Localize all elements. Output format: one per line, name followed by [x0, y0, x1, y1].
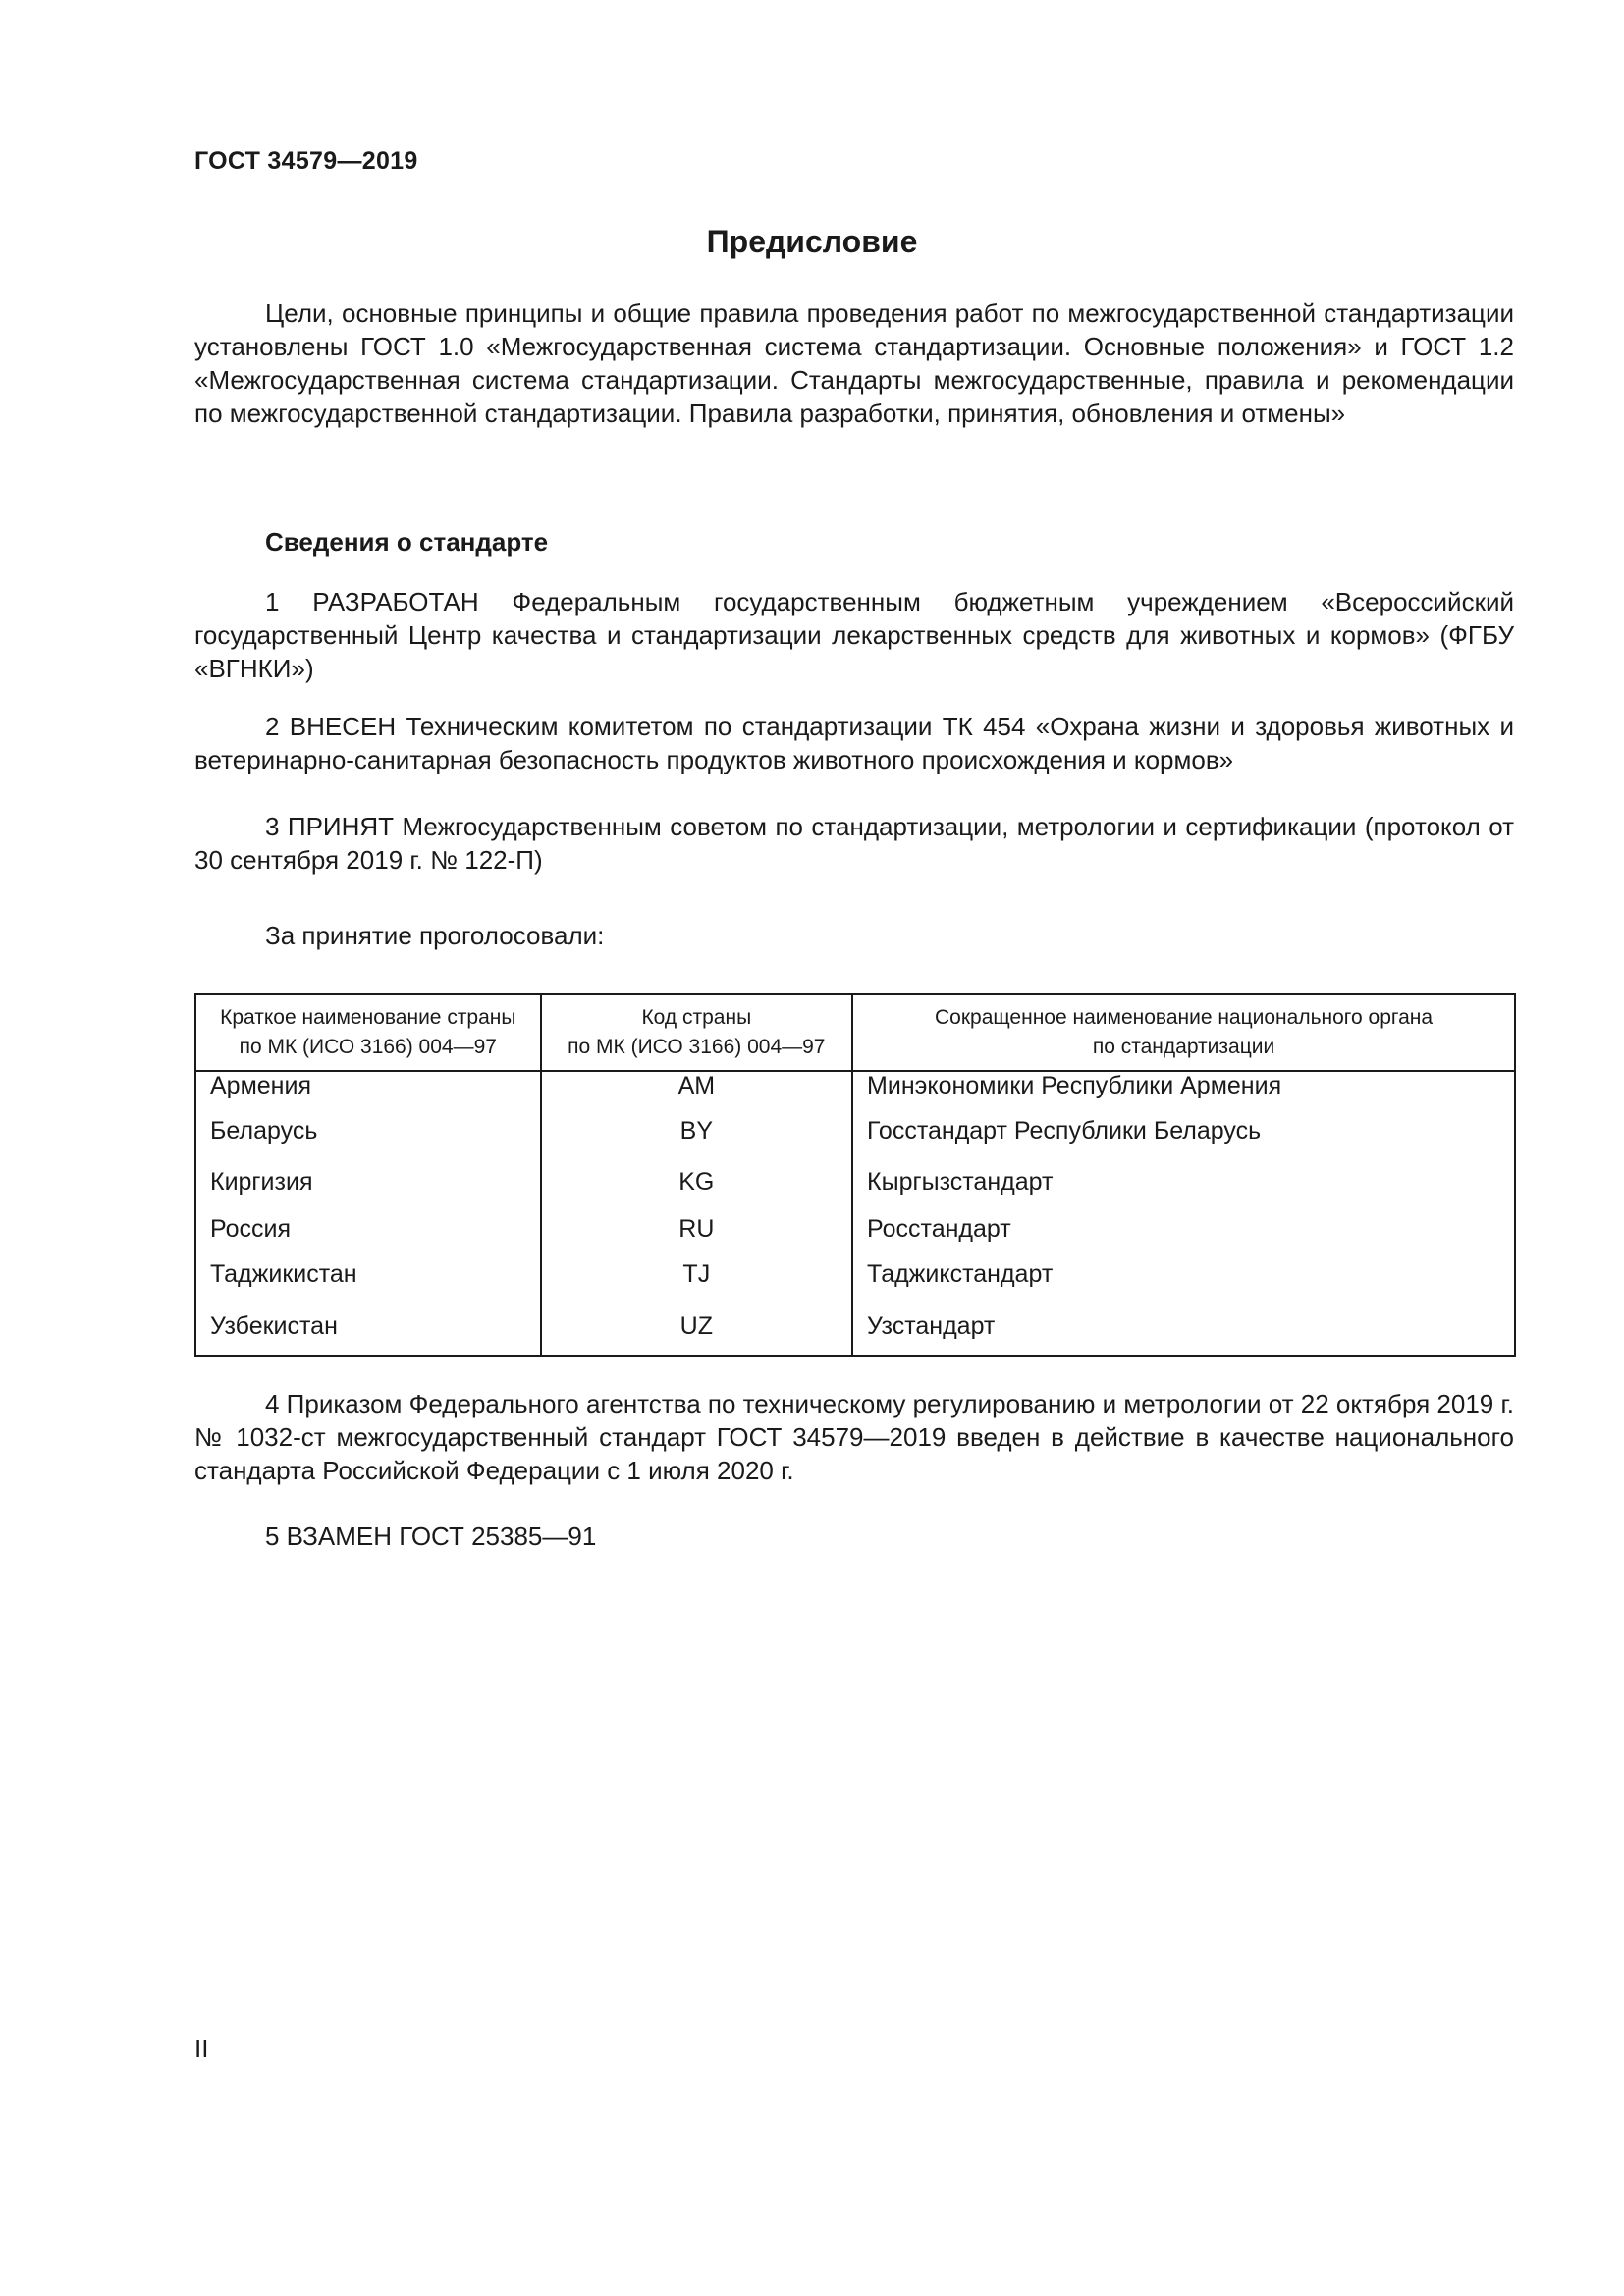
table-row: [195, 1251, 1515, 1298]
cell-code: TJ: [541, 1251, 852, 1298]
table-header-row: [195, 994, 1515, 1071]
section-heading: Сведения о стандарте: [265, 527, 549, 557]
item-replaces: 5 ВЗАМЕН ГОСТ 25385—91: [265, 1522, 597, 1551]
cell-agency: Узстандарт: [867, 1311, 996, 1340]
table-row: [195, 1071, 1515, 1105]
cell-code: RU: [541, 1207, 852, 1251]
header-country-code: Код страны по МК (ИСО 3166) 004—97: [541, 994, 852, 1071]
intro-paragraph: Цели, основные принципы и общие правила проведения работ по межгосударственной стандартизации установлены ГОСТ 1.0 «Межгосударственная система стандартизации. Основные положения» и ГОСТ 1.2 «Межгосударственная система стандартизации. Стандарты межгосударственные, правила и рекомендации по межгосударственной стандартизации. Правила разработки, принятия, обновления и отмены»: [194, 298, 1514, 428]
cell-agency: Таджикстандарт: [867, 1259, 1054, 1288]
table-row: [195, 1298, 1515, 1356]
item-enacted: 4 Приказом Федерального агентства по техническому регулированию и метрологии от 22 октября 2019 г. № 1032-ст межгосударственный стандарт ГОСТ 34579—2019 введен в действие в качестве национального стандарта Российской Федерации с 1 июля 2020 г.: [194, 1389, 1515, 1485]
cell-agency: Росстандарт: [867, 1214, 1011, 1243]
cell-country: Узбекистан: [195, 1298, 541, 1356]
cell-country: Киргизия: [195, 1156, 541, 1207]
page-number: II: [194, 2034, 209, 2063]
cell-code: AM: [541, 1071, 852, 1105]
header-country-name: Краткое наименование страны по МК (ИСО 3166) 004—97: [195, 994, 541, 1071]
page-title: Предисловие: [706, 224, 918, 259]
cell-country: Беларусь: [195, 1105, 541, 1156]
cell-country: Таджикистан: [195, 1251, 541, 1298]
cell-agency: Кыргызстандарт: [867, 1167, 1054, 1196]
cell-country: Россия: [195, 1207, 541, 1251]
vote-label: За принятие проголосовали:: [265, 921, 605, 950]
cell-country: Армения: [195, 1071, 541, 1105]
cell-agency: Госстандарт Республики Беларусь: [867, 1116, 1262, 1145]
cell-agency: Минэкономики Республики Армения: [867, 1072, 1282, 1099]
item-adopted: 3 ПРИНЯТ Межгосударственным советом по стандартизации, метрологии и сертификации (протокол от 30 сентября 2019 г. № 122-П): [194, 812, 1514, 875]
document-id-header: ГОСТ 34579—2019: [194, 147, 418, 175]
item-submitted: 2 ВНЕСЕН Техническим комитетом по стандартизации ТК 454 «Охрана жизни и здоровья животных и ветеринарно-санитарная безопасность продуктов животного происхождения и кормов»: [194, 712, 1514, 774]
cell-code: UZ: [541, 1298, 852, 1356]
cell-code: KG: [541, 1156, 852, 1207]
item-developed: 1 РАЗРАБОТАН Федеральным государственным бюджетным учреждением «Всероссийский государственный Центр качества и стандартизации лекарственных средств для животных и кормов» (ФГБУ «ВГНКИ»): [194, 587, 1514, 683]
voting-countries-table: [194, 993, 1516, 1357]
header-standards-body: Сокращенное наименование национального органа по стандартизации: [852, 994, 1515, 1071]
table-row: [195, 1156, 1515, 1207]
table-row: [195, 1105, 1515, 1156]
cell-code: BY: [541, 1105, 852, 1156]
table-row: [195, 1207, 1515, 1251]
